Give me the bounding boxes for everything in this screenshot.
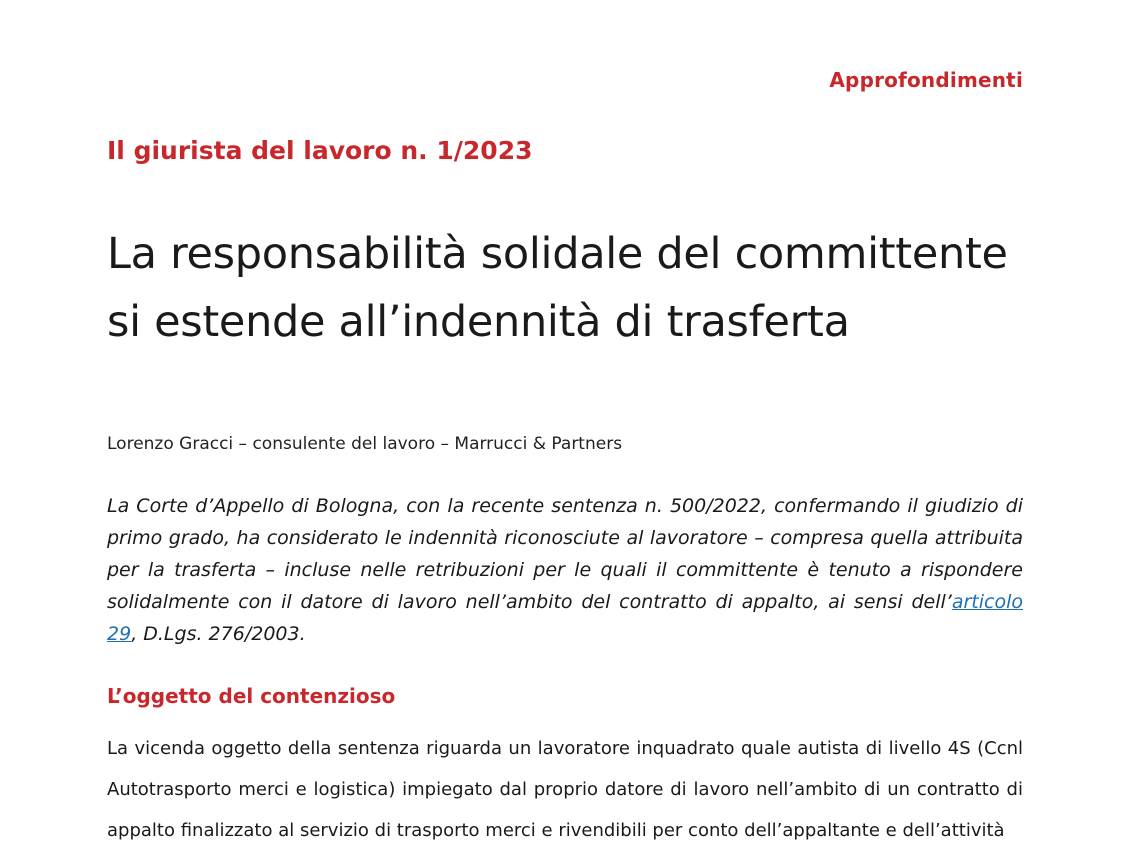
- article-abstract: [107, 490, 1023, 650]
- issue-label: Il giurista del lavoro n. 1/2023: [107, 136, 533, 165]
- article-author: Lorenzo Gracci – consulente del lavoro – Marrucci & Partners: [107, 434, 623, 454]
- section-heading: L’oggetto del contenzioso: [107, 684, 396, 708]
- section-tag: Approfondimenti: [829, 68, 1023, 92]
- abstract-text-start: La Corte d’Appello di Bologna, con la recente sentenza n. 500/2022, confermando il giudizio di primo grado, ha considerato le indennità riconosciute al lavoratore – compresa quella attribuita per la trasferta – incluse nelle retribuzioni per le quali il committente è tenuto a rispondere solidalmente con il datore di lavoro nell’ambito del contratto di appalto, ai sensi dell’: [107, 495, 1023, 613]
- article-title: La responsabilità solidale del committente si estende all’indennità di trasferta: [107, 229, 1008, 347]
- body-paragraph: La vicenda oggetto della sentenza riguarda un lavoratore inquadrato quale autista di livello 4S (Ccnl Autotrasporto merci e logistica) impiegato dal proprio datore di lavoro nell’ambito di un contratto di appalto finalizzato al servizio di trasporto merci e rivendibili per conto dell’appaltante e dell’attività: [107, 738, 1023, 841]
- abstract-text-end: , D.Lgs. 276/2003.: [131, 623, 306, 645]
- article-link[interactable]: articolo 29: [107, 591, 1023, 645]
